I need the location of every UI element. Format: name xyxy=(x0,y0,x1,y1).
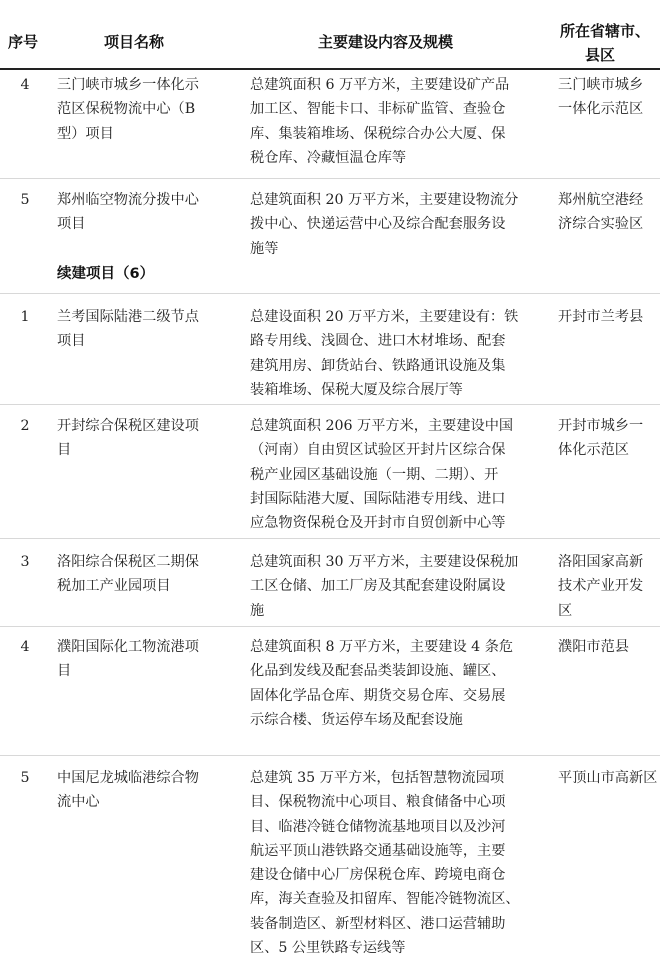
row-name: 濮阳国际化工物流港项 目 xyxy=(57,639,199,680)
row-desc: 总建设面积 20 万平方米，主要建设有：铁 路专用线、浅圆仓、进口木材堆场、配套 建筑用房、卸货站台、铁路通讯设施及集 装箱堆场、保税大厦及综合展厅等 xyxy=(250,309,519,398)
row-desc: 总建筑 35 万平方米，包括智慧物流园项 目、保税物流中心项目、粮食储备中心项 目、临港冷链仓储物流基地项目以及沙河 航运平顶山港铁路交通基础设施等，主要 建设仓储中心厂房保税仓库、跨境电商仓 库，海关查验及扣留库、智能冷链物流区、 装备制造区、新型材料区、港口运营辅助 区、5 公里铁路专运线等 xyxy=(250,770,520,957)
row-desc: 总建筑面积 6 万平方米，主要建设矿产品 加工区、智能卡口、非标矿监管、查验仓 库、集装箱堆场、保税综合办公大厦、保 税仓库、冷藏恒温仓库等 xyxy=(250,77,510,166)
row-desc: 总建筑面积 20 万平方米，主要建设物流分 拨中心、快递运营中心及综合配套服务设 施等 xyxy=(250,192,519,257)
row-seq: 4 xyxy=(20,639,30,655)
row-region: 平顶山市高新区 xyxy=(558,770,658,786)
row-seq: 1 xyxy=(20,309,30,325)
row-region: 三门峡市城乡 一体化示范区 xyxy=(558,77,644,118)
row-name: 三门峡市城乡一体化示 范区保税物流中心（B 型）项目 xyxy=(57,77,199,142)
row-seq: 3 xyxy=(20,554,30,570)
row-region: 开封市兰考县 xyxy=(558,309,644,325)
row-region: 开封市城乡一 体化示范区 xyxy=(558,418,644,459)
row-region: 濮阳市范县 xyxy=(558,639,629,655)
header-rule xyxy=(0,68,660,70)
row-divider xyxy=(0,626,660,627)
row-desc: 总建筑面积 8 万平方米，主要建设 4 条危 化品到发线及配套品类装卸设施、罐区、 固体化学品仓库、期货交易仓库、交易展 示综合楼、货运停车场及配套设施 xyxy=(250,639,514,728)
header-region-line1: 所在省辖市、 xyxy=(560,22,651,40)
row-name: 开封综合保税区建设项 目 xyxy=(57,418,199,459)
row-name: 洛阳综合保税区二期保 税加工产业园项目 xyxy=(57,554,199,595)
row-seq: 4 xyxy=(20,77,30,93)
row-divider xyxy=(0,404,660,405)
row-divider xyxy=(0,178,660,179)
header-content: 主要建设内容及规模 xyxy=(318,33,454,51)
row-desc: 总建筑面积 206 万平方米，主要建设中国 （河南）自由贸区试验区开封片区综合保 税产业园区基础设施（一期、二期）、开 封国际陆港大厦、国际陆港专用线、进口 应急物资保税仓及开封市自贸创新中心等 xyxy=(250,418,514,532)
row-name: 郑州临空物流分拨中心 项目 xyxy=(57,192,199,233)
row-name: 中国尼龙城临港综合物 流中心 xyxy=(57,770,199,811)
row-divider xyxy=(0,538,660,539)
header-name: 项目名称 xyxy=(104,33,165,51)
row-seq: 5 xyxy=(20,192,30,208)
row-seq: 2 xyxy=(20,418,30,434)
row-divider xyxy=(0,293,660,294)
row-name: 兰考国际陆港二级节点 项目 xyxy=(57,309,199,350)
row-divider xyxy=(0,755,660,756)
header-seq: 序号 xyxy=(8,33,39,51)
row-region: 洛阳国家高新 技术产业开发 区 xyxy=(558,554,644,619)
row-desc: 总建筑面积 30 万平方米，主要建设保税加 工区仓储、加工厂房及其配套建设附属设 施 xyxy=(250,554,519,619)
row-seq: 5 xyxy=(20,770,30,786)
row-region: 郑州航空港经 济综合实验区 xyxy=(558,192,644,233)
section-title: 续建项目（6） xyxy=(57,266,155,282)
header-region-line2: 县区 xyxy=(585,46,616,64)
